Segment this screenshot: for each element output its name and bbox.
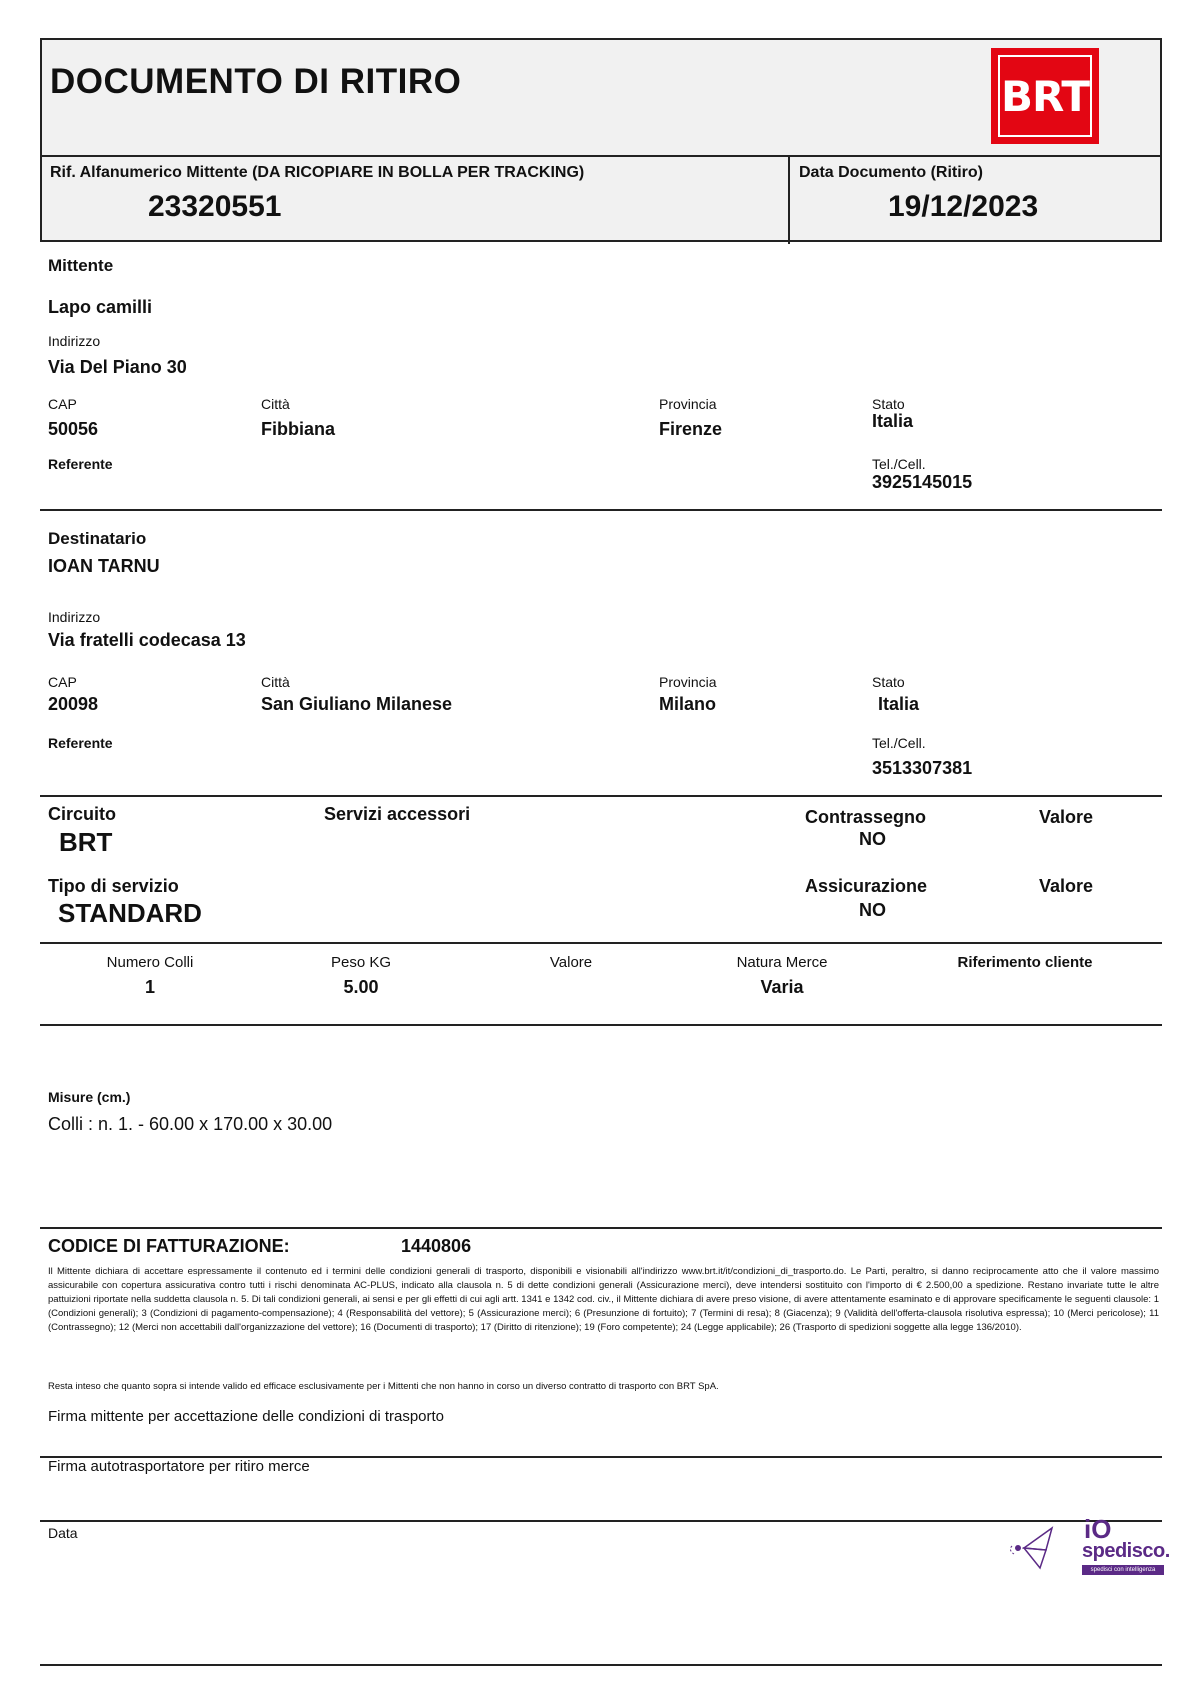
brt-logo-text: BRT <box>1000 71 1090 121</box>
sender-state-label: Stato <box>872 396 905 412</box>
sender-province-label: Provincia <box>659 396 717 412</box>
recipient-phone: 3513307381 <box>872 758 973 778</box>
recipient-name: IOAN TARNU <box>48 556 160 576</box>
date-signature-label: Data <box>48 1525 78 1541</box>
terms-validity-note: Resta inteso che quanto sopra si intende valido ed efficace esclusivamente per i Mittenti che non hanno in corso un diverso contratto di trasporto con BRT SpA. <box>48 1381 719 1392</box>
iospedisco-logo <box>1010 1514 1170 1586</box>
weight-value: 5.00 <box>343 977 379 997</box>
header-divider <box>42 155 1160 157</box>
sender-address: Via Del Piano 30 <box>48 357 187 377</box>
bottom-line <box>40 1664 1162 1666</box>
sender-cap: 50056 <box>48 419 99 439</box>
recipient-city: San Giuliano Milanese <box>261 694 453 714</box>
circuit-label: Circuito <box>48 804 117 824</box>
recipient-state: Italia <box>878 694 920 714</box>
sender-phone: 3925145015 <box>872 472 973 492</box>
sender-cap-label: CAP <box>48 396 77 412</box>
sender-city: Fibbiana <box>261 419 336 439</box>
recipient-province-label: Provincia <box>659 674 717 690</box>
recipient-referent-label: Referente <box>48 735 113 751</box>
nature-label: Natura Merce <box>736 954 828 971</box>
recipient-phone-label: Tel./Cell. <box>872 735 926 751</box>
nature-value: Varia <box>760 977 804 997</box>
cod-label: Contrassegno <box>805 807 927 827</box>
document-header <box>40 38 1162 242</box>
accessory-services-label: Servizi accessori <box>324 804 471 824</box>
cod-amount-label: Valore <box>1039 807 1094 827</box>
sender-referent-label: Referente <box>48 456 113 472</box>
iospedisco-tagline: spedisci con intelligenza <box>1082 1565 1164 1575</box>
weight-label: Peso KG <box>330 954 392 971</box>
recipient-city-label: Città <box>261 674 290 690</box>
divider <box>40 1227 1162 1229</box>
sender-address-label: Indirizzo <box>48 333 101 349</box>
sender-name: Lapo camilli <box>48 297 153 317</box>
goods-value-label: Valore <box>549 954 593 971</box>
insurance-label: Assicurazione <box>805 876 928 896</box>
recipient-cap: 20098 <box>48 694 99 714</box>
brt-logo <box>991 48 1099 144</box>
packages-value: 1 <box>144 977 155 997</box>
sender-section-label: Mittente <box>48 256 114 275</box>
carrier-signature-line <box>40 1520 1162 1522</box>
ref-label: Rif. Alfanumerico Mittente (DA RICOPIARE IN BOLLA PER TRACKING) <box>50 164 585 181</box>
measures-label: Misure (cm.) <box>48 1089 131 1105</box>
recipient-address: Via fratelli codecasa 13 <box>48 630 246 650</box>
recipient-cap-label: CAP <box>48 674 77 690</box>
sender-state: Italia <box>872 411 914 431</box>
recipient-state-label: Stato <box>872 674 905 690</box>
service-type-value: STANDARD <box>58 898 202 928</box>
document-title: DOCUMENTO DI RITIRO <box>50 62 462 101</box>
divider <box>40 942 1162 944</box>
insurance-amount-label: Valore <box>1039 876 1094 896</box>
divider <box>40 509 1162 511</box>
packages-label: Numero Colli <box>106 954 194 971</box>
iospedisco-logo-top: iO <box>1084 1514 1112 1544</box>
measures-value: Colli : n. 1. - 60.00 x 170.00 x 30.00 <box>48 1114 333 1134</box>
cod-value: NO <box>859 829 886 849</box>
date-label: Data Documento (Ritiro) <box>799 164 983 181</box>
date-value: 19/12/2023 <box>888 190 1039 223</box>
divider <box>40 1024 1162 1026</box>
divider <box>40 795 1162 797</box>
recipient-section-label: Destinatario <box>48 529 147 548</box>
sender-phone-label: Tel./Cell. <box>872 456 926 472</box>
iospedisco-logo-bottom: spedisco. <box>1082 1540 1170 1562</box>
recipient-address-label: Indirizzo <box>48 609 101 625</box>
sender-signature-label: Firma mittente per accettazione delle condizioni di trasporto <box>48 1408 445 1425</box>
insurance-value: NO <box>859 900 886 920</box>
sender-province: Firenze <box>659 419 723 439</box>
header-vertical-divider <box>788 155 790 244</box>
circuit-value: BRT <box>59 827 113 857</box>
billing-code: 1440806 <box>401 1236 472 1256</box>
sender-city-label: Città <box>261 396 290 412</box>
billing-label: CODICE DI FATTURAZIONE: <box>48 1236 290 1256</box>
ref-value: 23320551 <box>148 190 282 223</box>
terms-paragraph: Il Mittente dichiara di accettare espressamente il contenuto ed i termini delle condizioni generali di trasporto, disponibili e visionabili all'indirizzo www.brt.it/it/condizioni_di_trasporto.do. Le Parti, peraltro, si danno reciprocamente atto che il valore massimo assicurabile con copertura assicurativa contro tutti i rischi denominata AC-PLUS, indicato alla clausola n. 5 di dette condizioni generali (Assicurazione merci), deve intendersi sostituito con l'importo di € 2.500,00 a spedizione. Restano invariate tutte le altre pattuizioni riportate nella suddetta clausola n. 5. Di tali condizioni generali, ai sensi e per gli effetti di cui agli artt. 1341 e 1342 cod. civ., il Mittente dichiara di avere preso visione, di avere attentamente esaminato e di approvare specificamente le seguenti clausole: 1 (Condizioni generali); 3 (Condizioni di pagamento-compensazione); 4 (Responsabilità del vettore); 5 (Assicurazione merci); 6 (Presunzione di fortuito); 7 (Termini di resa); 8 (Giacenza); 9 (Validità dell'offerta-clausola risolutiva espressa); 10 (Merci pericolose); 11 (Contrassegno); 12 (Merci non accettabili dall'organizzazione del vettore); 16 (Documenti di trasporto); 17 (Diritto di ritenzione); 19 (Foro competente); 24 (Legge applicabile); 26 (Trasporto di spedizioni soggette alla legge 136/2010). <box>48 1266 1159 1333</box>
recipient-province: Milano <box>659 694 716 714</box>
service-type-label: Tipo di servizio <box>48 876 179 896</box>
carrier-signature-label: Firma autotrasportatore per ritiro merce <box>48 1458 310 1475</box>
customer-ref-label: Riferimento cliente <box>957 954 1093 971</box>
